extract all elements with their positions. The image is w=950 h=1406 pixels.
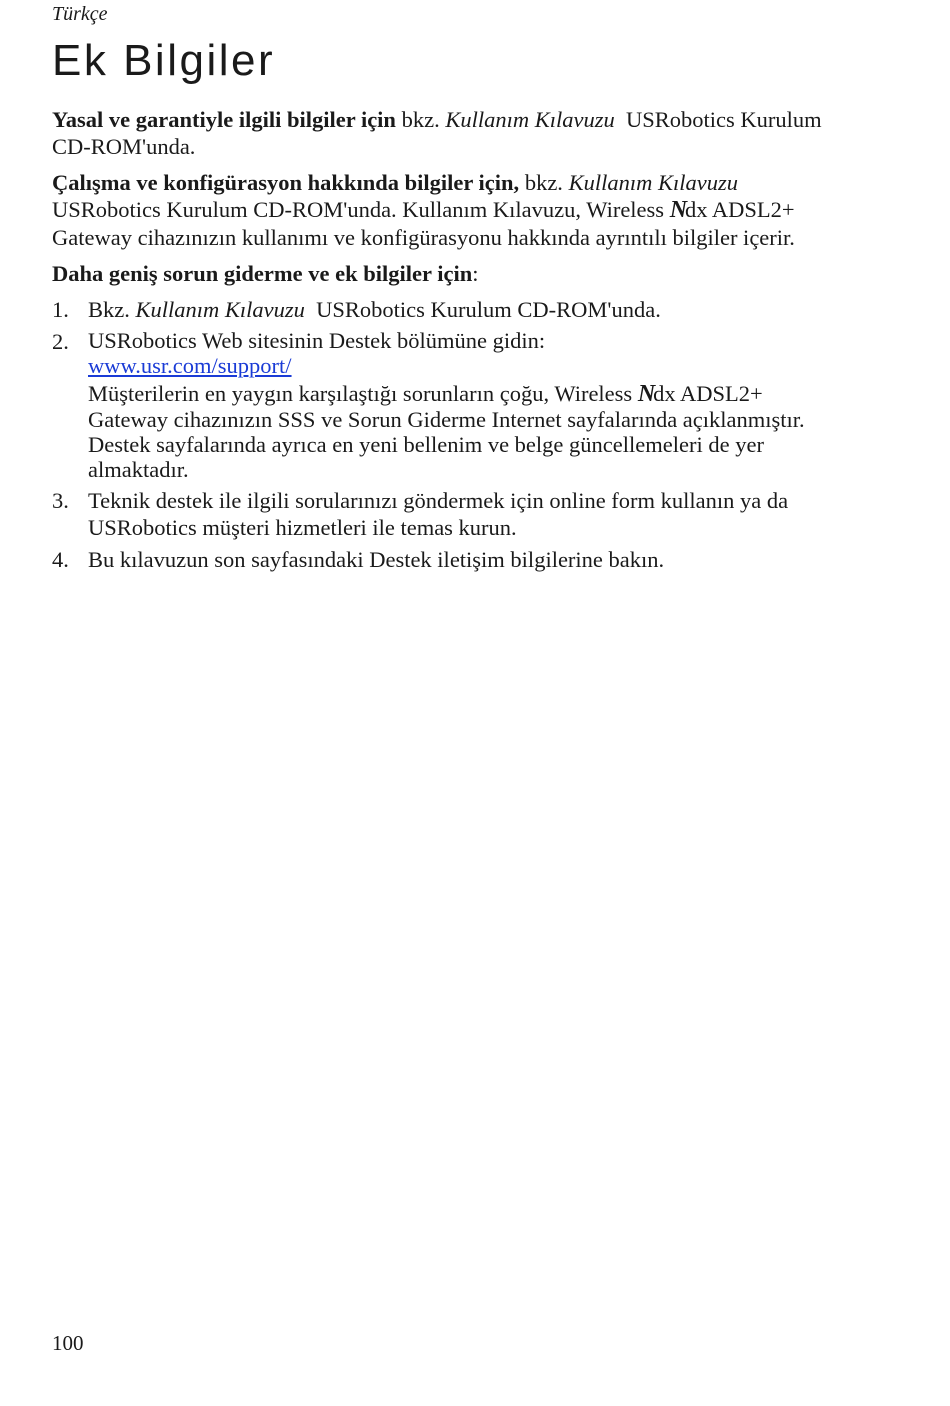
list-item — [52, 546, 842, 573]
legal-warranty-pre: bkz. — [395, 107, 446, 132]
operation-config-post2: dx ADSL2+ Gateway cihazınızın kullanımı ve konfigürasyonu hakkında ayrıntılı bilgiler içerir. — [52, 197, 795, 250]
n-logo-mark: N — [637, 381, 654, 407]
list-item-number: 1. — [52, 297, 69, 322]
support-steps-list — [52, 296, 842, 573]
troubleshooting-heading — [52, 260, 842, 287]
support-site-text: USRobotics Web sitesinin Destek bölümüne gidin: — [88, 328, 546, 353]
list-item — [52, 328, 842, 482]
list-item — [52, 487, 842, 541]
list-item — [52, 296, 842, 323]
list-item-text: Teknik destek ile ilgili sorularınızı göndermek için online form kullanın ya da USRobotics müşteri hizmetleri ile temas kurun. — [88, 488, 789, 540]
n-logo-mark: N — [669, 197, 686, 223]
page-title: Ek Bilgiler — [52, 36, 276, 85]
list-item-pre: Bkz. — [88, 297, 136, 322]
list-item-number: 4. — [52, 547, 69, 572]
operation-config-lead: Çalışma ve konfigürasyon hakkında bilgiler için, — [52, 170, 520, 195]
list-item-text — [88, 328, 842, 378]
user-guide-title: Kullanım Kılavuzu — [445, 107, 615, 132]
faq-description — [88, 381, 842, 482]
list-item-number: 3. — [52, 488, 69, 513]
legal-warranty-paragraph — [52, 106, 842, 160]
faq-pre: Müşterilerin en yaygın karşılaştığı sorunların çoğu, Wireless — [88, 381, 638, 406]
legal-warranty-post: USRobotics Kurulum CD-ROM'unda. — [52, 107, 828, 159]
operation-config-paragraph — [52, 169, 842, 251]
troubleshooting-colon: : — [472, 261, 479, 286]
faq-post: dx ADSL2+ Gateway cihazınızın SSS ve Sorun Giderme Internet sayfalarında açıklanmıştır. Destek sayfalarında ayrıca en yeni bellenim ve belge güncellemeleri de yer almaktadır. — [88, 381, 805, 482]
list-item-text: Bu kılavuzun son sayfasındaki Destek iletişim bilgilerine bakın. — [88, 547, 665, 572]
user-guide-title: Kullanım Kılavuzu — [135, 297, 305, 322]
language-label: Türkçe — [52, 3, 108, 25]
support-link[interactable]: www.usr.com/support/ — [88, 353, 292, 378]
legal-warranty-lead: Yasal ve garantiyle ilgili bilgiler için — [52, 107, 396, 132]
operation-config-post: USRobotics Kurulum CD-ROM'unda. Kullanım Kılavuzu, Wireless — [52, 170, 750, 222]
operation-config-pre: bkz. — [519, 170, 569, 195]
list-item-number: 2. — [52, 329, 69, 354]
troubleshooting-lead: Daha geniş sorun giderme ve ek bilgiler için — [52, 261, 473, 286]
page-number: 100 — [52, 1331, 84, 1355]
user-guide-title: Kullanım Kılavuzu — [568, 170, 738, 195]
list-item-post: USRobotics Kurulum CD-ROM'unda. — [304, 297, 661, 322]
main-content — [52, 106, 842, 578]
